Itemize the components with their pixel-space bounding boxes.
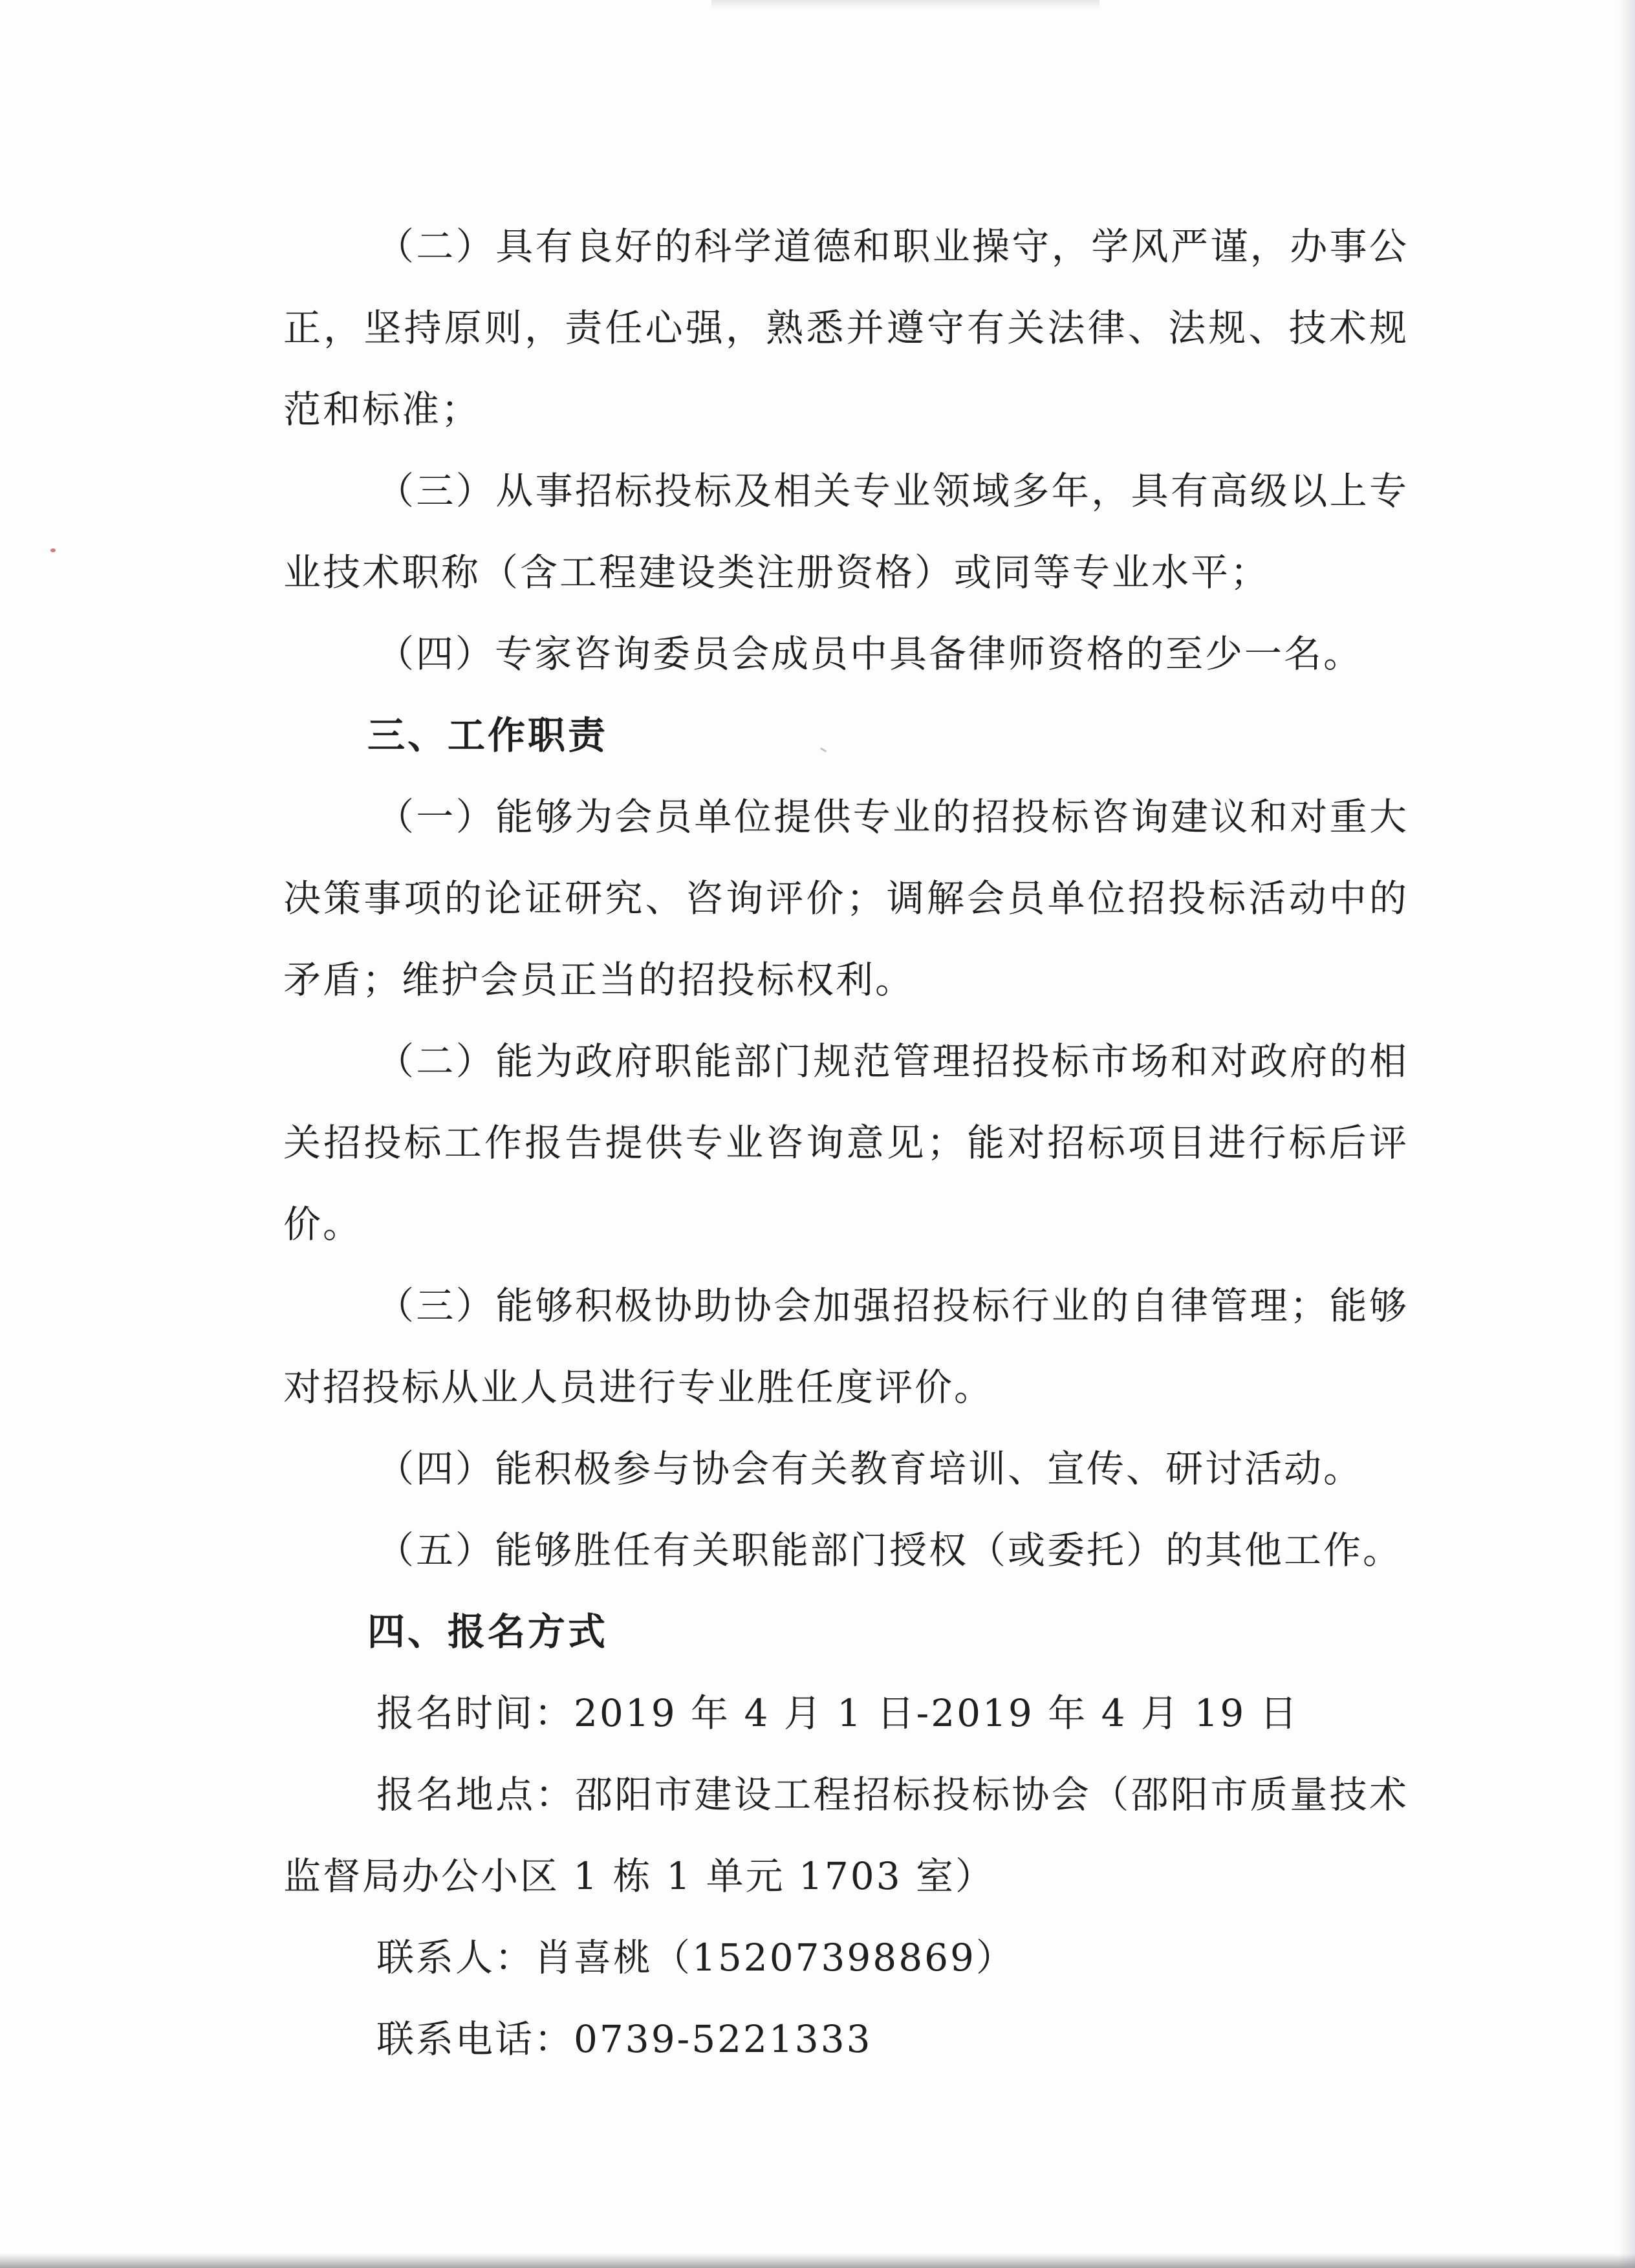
duty-paragraph-3: （三）能够积极协助协会加强招投标行业的自律管理；能够对招投标从业人员进行专业胜任度评价。 — [283, 1284, 1409, 1409]
registration-time: 报名时间：2019 年 4 月 1 日-2019 年 4 月 19 日 — [376, 1691, 1299, 1735]
scan-speck — [50, 548, 56, 552]
duty-paragraph-4: （四）能积极参与协会有关教育培训、宣传、研讨活动。 — [376, 1447, 1363, 1491]
duty-paragraph-2: （二）能为政府职能部门规范管理招投标市场和对政府的相关招投标工作报告提供专业咨询意见；能对招标项目进行标后评价。 — [283, 1039, 1409, 1246]
registration-phone: 联系电话：0739-5221333 — [376, 2017, 872, 2061]
duty-paragraph-5: （五）能够胜任有关职能部门授权（或委托）的其他工作。 — [376, 1528, 1403, 1572]
requirement-paragraph-2: （二）具有良好的科学道德和职业操守，学风严谨，办事公正，坚持原则，责任心强，熟悉并遵守有关法律、法规、技术规范和标准； — [283, 224, 1409, 431]
requirement-paragraph-3: （三）从事招标投标及相关专业领域多年，具有高级以上专业技术职称（含工程建设类注册资格）或同等专业水平； — [283, 469, 1409, 594]
scan-shadow-right — [1618, 0, 1635, 2268]
registration-location: 报名地点：邵阳市建设工程招标投标协会（邵阳市质量技术监督局办公小区 1 栋 1 单元 1703 室） — [283, 1773, 1409, 1898]
registration-contact: 联系人：肖喜桃（15207398869） — [376, 1936, 1015, 1980]
section-heading-duties: 三、工作职责 — [367, 713, 609, 757]
section-heading-registration: 四、报名方式 — [367, 1610, 609, 1654]
scan-shadow-bottom — [0, 2254, 1635, 2268]
scan-shadow-top — [711, 0, 1099, 9]
document-body — [283, 206, 1409, 2080]
duty-paragraph-1: （一）能够为会员单位提供专业的招投标咨询建议和对重大决策事项的论证研究、咨询评价；调解会员单位招投标活动中的矛盾；维护会员正当的招投标权利。 — [283, 795, 1409, 1002]
requirement-paragraph-4: （四）专家咨询委员会成员中具备律师资格的至少一名。 — [376, 632, 1363, 676]
